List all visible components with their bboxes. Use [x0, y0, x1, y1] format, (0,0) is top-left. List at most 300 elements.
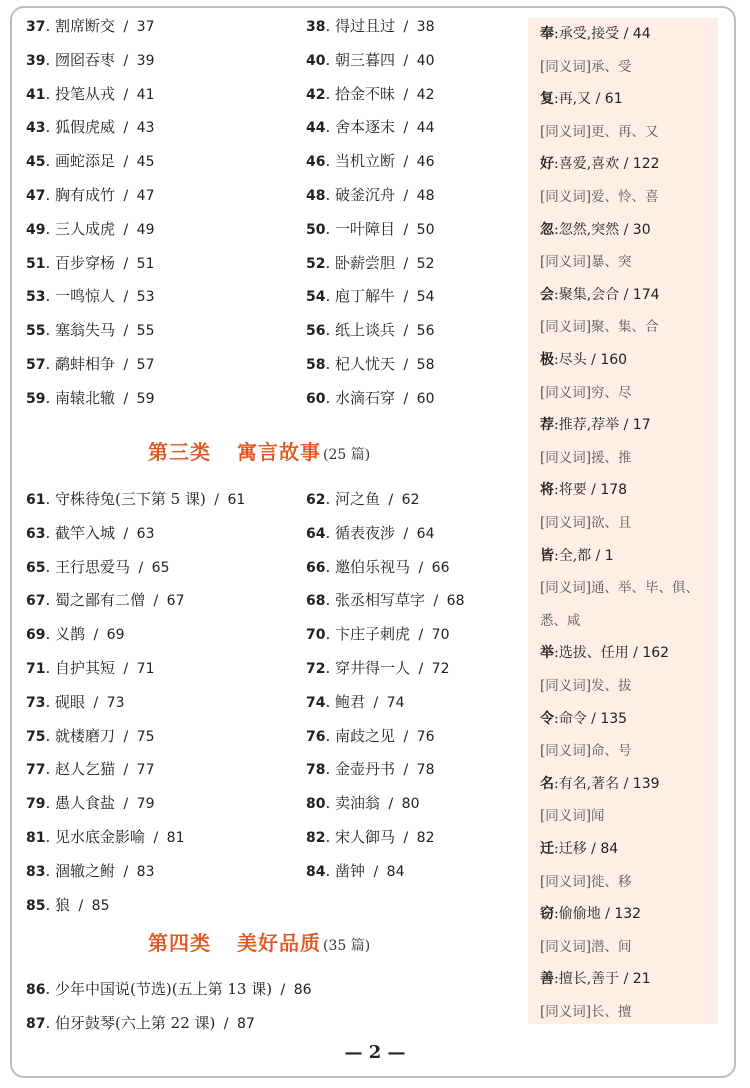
vocab-entry: 复:再,又 / 61: [540, 91, 623, 108]
vocab-page: 162: [642, 645, 670, 662]
vocab-separator: /: [600, 906, 615, 923]
vocab-word: 奉: [540, 26, 554, 42]
entry-title: 邀伯乐视马: [335, 557, 411, 576]
entry-title: 卞庄子刺虎: [335, 625, 411, 644]
entry-number: 45: [26, 154, 46, 171]
entry-page: 69: [106, 627, 125, 644]
entry-separator: /: [119, 221, 133, 238]
entry-title: 守株待兔(三下第 5 课): [55, 490, 206, 508]
entry-title: 囫囵吞枣: [55, 50, 116, 69]
entry-number: 71: [26, 661, 46, 677]
toc-entry: 40. 朝三暮四 / 40: [306, 50, 435, 69]
entry-separator: /: [149, 593, 163, 610]
entry-title: 鹬蚌相争: [55, 355, 116, 373]
vocab-meaning: 迁移: [558, 841, 587, 857]
entry-number: 72: [306, 661, 326, 677]
entry-separator: /: [119, 188, 133, 204]
entry-page: 79: [136, 796, 155, 813]
entry-title: 王行思爱马: [55, 557, 131, 576]
vocab-separator: /: [586, 710, 601, 727]
vocab-meaning: 忽然,突然: [558, 221, 620, 238]
entry-page: 72: [431, 661, 450, 677]
entry-number: 41: [26, 86, 46, 103]
vocab-page: 1: [604, 547, 614, 564]
entry-number: 54: [306, 289, 326, 306]
entry-separator: /: [89, 694, 103, 711]
entry-number: 73: [26, 694, 46, 711]
vocab-meaning: 喜爱,喜欢: [558, 156, 620, 173]
synonym-line: [同义词]通、举、毕、俱、: [540, 580, 700, 597]
vocab-meaning: 将要: [558, 482, 587, 499]
vocab-meaning: 有名,著名: [558, 775, 620, 792]
vocab-page: 30: [632, 221, 651, 238]
entry-title: 赵人乞猫: [55, 760, 116, 779]
toc-entry: 85. 狼 / 85: [26, 895, 110, 914]
toc-entry: 64. 循表夜涉 / 64: [306, 523, 435, 542]
entry-title: 舍本逐末: [335, 118, 396, 137]
synonym-line: 悉、咸: [540, 612, 581, 629]
toc-entry: 51. 百步穿杨 / 51: [26, 253, 155, 272]
entry-title: 塞翁失马: [55, 321, 116, 340]
toc-entry: 50. 一叶障目 / 50: [306, 219, 435, 238]
vocab-page: 122: [632, 156, 660, 173]
entry-title: 拾金不昧: [335, 84, 396, 103]
entry-title: 破釜沉舟: [335, 186, 396, 204]
entry-page: 39: [136, 52, 155, 69]
entry-number: 37: [26, 19, 46, 35]
entry-separator: /: [399, 19, 413, 35]
entry-title: 卖油翁: [335, 794, 381, 813]
entry-title: 水滴石穿: [335, 388, 396, 407]
toc-entry: 76. 南歧之见 / 76: [306, 726, 435, 745]
entry-page: 74: [386, 694, 405, 711]
entry-page: 67: [166, 593, 185, 610]
vocab-separator: /: [619, 417, 633, 434]
toc-entry: 68. 张丞相写草字 / 68: [306, 591, 465, 610]
entry-page: 68: [446, 593, 465, 610]
entry-page: 71: [136, 661, 155, 677]
vocab-word: 窃: [540, 906, 554, 923]
entry-number: 69: [26, 627, 46, 644]
vocab-word: 荐: [540, 417, 554, 434]
vocab-separator: /: [628, 645, 643, 662]
entry-title: 百步穿杨: [55, 253, 116, 272]
vocab-separator: /: [586, 841, 601, 857]
entry-page: 75: [136, 728, 155, 745]
vocab-entry: 忽:忽然,突然 / 30: [540, 221, 651, 238]
entry-title: 卧薪尝胆: [335, 253, 396, 272]
entry-number: 80: [306, 796, 326, 813]
entry-separator: /: [399, 728, 413, 745]
entry-title: 就楼磨刀: [55, 726, 116, 745]
entry-separator: /: [119, 120, 133, 137]
vocab-page: 17: [632, 417, 651, 434]
entry-separator: /: [399, 289, 413, 306]
entry-number: 77: [26, 762, 46, 779]
entry-number: 82: [306, 830, 326, 846]
toc-entry: 59. 南辕北辙 / 59: [26, 388, 155, 407]
category-count: (35 篇): [323, 938, 371, 954]
entry-number: 42: [306, 86, 326, 103]
toc-entry: 82. 宋人御马 / 82: [306, 828, 435, 846]
entry-number: 40: [306, 52, 326, 69]
vocab-separator: /: [586, 482, 601, 499]
entry-number: 75: [26, 728, 46, 745]
entry-number: 57: [26, 357, 46, 373]
toc-entry: 65. 王行思爱马 / 65: [26, 557, 170, 576]
vocab-word: 令: [540, 710, 554, 727]
toc-entry: 62. 河之鱼 / 62: [306, 490, 420, 508]
category-label: 第三类: [148, 440, 211, 464]
vocab-entry: 荐:推荐,荐举 / 17: [540, 417, 651, 434]
entry-number: 44: [306, 120, 326, 137]
entry-title: 投笔从戎: [55, 84, 116, 103]
entry-separator: /: [399, 52, 413, 69]
vocab-entry: 窃:偷偷地 / 132: [540, 906, 642, 923]
synonym-line: [同义词]承、受: [540, 58, 632, 75]
entry-number: 50: [306, 221, 326, 238]
toc-entry: 84. 凿钟 / 84: [306, 861, 405, 880]
entry-number: 81: [26, 830, 46, 846]
toc-entry: 86. 少年中国说(节选)(五上第 13 课) / 86: [26, 980, 312, 998]
entry-number: 74: [306, 694, 326, 711]
entry-title: 砚眼: [55, 692, 86, 711]
vocab-page: 44: [632, 26, 651, 42]
vocab-entry: 会:聚集,会合 / 174: [540, 286, 660, 303]
vocab-separator: /: [619, 26, 633, 42]
synonym-line: [同义词]援、推: [540, 449, 632, 466]
toc-entry: 69. 义鹊 / 69: [26, 625, 125, 644]
toc-entry: 47. 胸有成竹 / 47: [26, 186, 155, 204]
vocab-separator: /: [591, 91, 605, 108]
entry-title: 自护其短: [55, 659, 116, 677]
toc-entry: 61. 守株待兔(三下第 5 课) / 61: [26, 490, 246, 508]
entry-number: 76: [306, 728, 326, 745]
entry-title: 纸上谈兵: [335, 321, 396, 340]
entry-title: 义鹊: [55, 625, 86, 644]
vocab-entry: 奉:承受,接受 / 44: [540, 26, 651, 42]
toc-entry: 71. 自护其短 / 71: [26, 659, 155, 677]
vocab-entry: 令:命令 / 135: [540, 710, 628, 727]
entry-page: 46: [416, 154, 435, 171]
entry-page: 81: [166, 830, 185, 846]
entry-page: 43: [136, 120, 155, 137]
entry-separator: /: [369, 694, 383, 711]
entry-page: 78: [416, 762, 435, 779]
entry-separator: /: [74, 897, 88, 914]
entry-number: 46: [306, 154, 326, 171]
vocab-meaning: 擅长,善于: [558, 971, 620, 988]
toc-entry: 77. 赵人乞猫 / 77: [26, 760, 155, 779]
vocab-meaning: 再,又: [558, 91, 592, 108]
entry-page: 54: [416, 289, 435, 306]
page-number: — 2 —: [344, 1042, 406, 1063]
entry-title: 凿钟: [335, 861, 366, 880]
entry-page: 37: [136, 19, 155, 35]
entry-title: 截竿入城: [55, 523, 116, 542]
vocab-separator: /: [586, 352, 601, 368]
entry-page: 61: [227, 492, 246, 508]
entry-page: 48: [416, 188, 435, 204]
entry-number: 47: [26, 188, 46, 204]
vocab-entry: 皆:全,都 / 1: [540, 547, 614, 564]
vocab-page: 160: [600, 352, 628, 368]
vocab-word: 名: [540, 775, 554, 792]
entry-separator: /: [399, 188, 413, 204]
vocab-entry: 名:有名,著名 / 139: [540, 775, 660, 792]
vocab-meaning: 全,都: [558, 547, 592, 564]
synonym-line: [同义词]潜、间: [540, 938, 632, 955]
entry-title: 当机立断: [335, 152, 396, 171]
entry-separator: /: [119, 762, 133, 779]
entry-title: 金壶丹书: [335, 760, 396, 779]
entry-title: 穿井得一人: [335, 659, 411, 677]
entry-page: 63: [136, 525, 155, 542]
entry-page: 50: [416, 221, 435, 238]
entry-number: 51: [26, 255, 46, 272]
toc-entry: 48. 破釜沉舟 / 48: [306, 186, 435, 204]
entry-page: 52: [416, 255, 435, 272]
entry-number: 48: [306, 188, 326, 204]
entry-separator: /: [149, 830, 163, 846]
entry-title: 见水底金影喻: [55, 828, 146, 846]
entry-number: 49: [26, 221, 46, 238]
entry-title: 南歧之见: [335, 726, 396, 745]
toc-entry: 78. 金壶丹书 / 78: [306, 760, 435, 779]
entry-separator: /: [399, 390, 413, 407]
vocab-page: 132: [614, 906, 642, 923]
entry-page: 56: [416, 323, 435, 340]
entry-separator: /: [429, 593, 443, 610]
toc-entry: 73. 砚眼 / 73: [26, 692, 125, 711]
entry-separator: /: [119, 323, 133, 340]
entry-page: 44: [416, 120, 435, 137]
vocab-entry: 迁:迁移 / 84: [540, 841, 619, 857]
toc-entry: 66. 邀伯乐视马 / 66: [306, 557, 450, 576]
entry-page: 40: [416, 52, 435, 69]
entry-title: 三人成虎: [55, 219, 116, 238]
entry-page: 87: [236, 1015, 255, 1032]
entry-separator: /: [119, 390, 133, 407]
vocab-word: 皆: [540, 547, 554, 564]
vocab-separator: /: [619, 971, 633, 988]
toc-entry: 55. 塞翁失马 / 55: [26, 321, 155, 340]
toc-entry: 43. 狐假虎威 / 43: [26, 118, 155, 137]
entry-number: 78: [306, 762, 326, 779]
entry-title: 少年中国说(节选)(五上第 13 课): [55, 980, 273, 998]
entry-title: 张丞相写草字: [335, 591, 426, 610]
toc-entry: 74. 鲍君 / 74: [306, 692, 405, 711]
vocab-meaning: 推荐,荐举: [558, 417, 620, 434]
entry-separator: /: [209, 492, 224, 508]
entry-page: 62: [401, 492, 420, 508]
vocab-separator: /: [619, 221, 633, 238]
category-title: 寓言故事: [237, 440, 321, 464]
vocab-meaning: 偷偷地: [558, 906, 601, 923]
entry-page: 49: [136, 221, 155, 238]
entry-separator: /: [119, 661, 133, 677]
entry-number: 70: [306, 627, 326, 644]
vocab-meaning: 尽头: [558, 352, 587, 368]
toc-entry: 53. 一鸣惊人 / 53: [26, 287, 155, 306]
entry-page: 73: [106, 694, 125, 711]
entry-separator: /: [399, 120, 413, 137]
entry-number: 83: [26, 863, 46, 880]
entry-separator: /: [399, 357, 413, 373]
synonym-line: [同义词]长、擅: [540, 1004, 632, 1020]
entry-number: 85: [26, 897, 46, 914]
entry-title: 伯牙鼓琴(六上第 22 课): [55, 1013, 216, 1032]
entry-number: 84: [306, 863, 326, 880]
entry-separator: /: [119, 255, 133, 272]
vocab-word: 复: [540, 91, 554, 108]
vocab-word: 举: [540, 645, 554, 662]
entry-separator: /: [369, 863, 383, 880]
entry-page: 84: [386, 863, 405, 880]
entry-title: 庖丁解牛: [335, 287, 396, 306]
entry-page: 65: [151, 559, 170, 576]
vocab-meaning: 选拔、任用: [558, 645, 629, 662]
entry-separator: /: [119, 289, 133, 306]
vocab-separator: /: [591, 547, 605, 564]
vocab-page: 61: [604, 91, 623, 108]
synonym-line: [同义词]徙、移: [540, 873, 632, 890]
entry-title: 杞人忧天: [335, 355, 396, 373]
entry-separator: /: [414, 559, 428, 576]
entry-separator: /: [276, 982, 290, 998]
entry-separator: /: [119, 154, 133, 171]
entry-separator: /: [384, 492, 398, 508]
entry-page: 41: [136, 86, 155, 103]
entry-separator: /: [119, 86, 133, 103]
entry-separator: /: [414, 661, 428, 677]
entry-number: 79: [26, 796, 46, 813]
vocab-entry: 善:擅长,善于 / 21: [540, 971, 651, 988]
entry-page: 55: [136, 323, 155, 340]
entry-number: 68: [306, 593, 326, 610]
entry-number: 61: [26, 492, 46, 508]
vocab-separator: /: [619, 156, 633, 173]
entry-page: 60: [416, 390, 435, 407]
entry-separator: /: [119, 19, 133, 35]
entry-separator: /: [119, 796, 133, 813]
toc-entry: 75. 就楼磨刀 / 75: [26, 726, 155, 745]
entry-number: 87: [26, 1015, 46, 1032]
entry-separator: /: [119, 357, 133, 373]
entry-page: 80: [401, 796, 420, 813]
entry-page: 86: [293, 982, 312, 998]
entry-title: 狐假虎威: [55, 118, 116, 137]
entry-number: 65: [26, 559, 46, 576]
vocab-separator: /: [619, 775, 633, 792]
vocab-meaning: 聚集,会合: [558, 286, 620, 303]
toc-entry: 54. 庖丁解牛 / 54: [306, 287, 435, 306]
entry-page: 77: [136, 762, 155, 779]
entry-page: 58: [416, 357, 435, 373]
vocab-word: 忽: [540, 221, 554, 238]
entry-separator: /: [399, 323, 413, 340]
entry-separator: /: [399, 154, 413, 171]
entry-separator: /: [384, 796, 398, 813]
category-title: 美好品质: [237, 931, 321, 955]
entry-number: 62: [306, 492, 326, 508]
vocab-meaning: 承受,接受: [558, 26, 620, 42]
toc-entry: 45. 画蛇添足 / 45: [26, 152, 155, 171]
category-count: (25 篇): [323, 447, 371, 463]
toc-entry: 81. 见水底金影喻 / 81: [26, 828, 185, 846]
entry-separator: /: [399, 255, 413, 272]
vocab-entry: 好:喜爱,喜欢 / 122: [540, 156, 660, 173]
vocab-page: 178: [600, 482, 628, 499]
entry-title: 画蛇添足: [55, 152, 116, 171]
synonym-line: [同义词]暴、突: [540, 254, 632, 271]
entry-title: 胸有成竹: [55, 186, 116, 204]
entry-page: 51: [136, 255, 155, 272]
toc-entry: 42. 拾金不昧 / 42: [306, 84, 435, 103]
toc-entry: 37. 割席断交 / 37: [26, 17, 155, 35]
entry-page: 42: [416, 86, 435, 103]
entry-number: 66: [306, 559, 326, 576]
entry-page: 66: [431, 559, 450, 576]
entry-page: 59: [136, 390, 155, 407]
entry-number: 64: [306, 525, 326, 542]
entry-number: 86: [26, 982, 46, 998]
synonym-line: [同义词]命、号: [540, 743, 632, 760]
entry-title: 愚人食盐: [55, 794, 116, 813]
synonym-line: [同义词]聚、集、合: [540, 319, 659, 336]
entry-page: 70: [431, 627, 450, 644]
toc-entry: 79. 愚人食盐 / 79: [26, 794, 155, 813]
vocab-word: 将: [540, 482, 554, 499]
entry-page: 82: [416, 830, 435, 846]
entry-number: 52: [306, 255, 326, 272]
entry-separator: /: [414, 627, 428, 644]
vocab-page: 21: [632, 971, 651, 988]
entry-title: 一鸣惊人: [55, 287, 116, 306]
toc-entry: 80. 卖油翁 / 80: [306, 794, 420, 813]
vocab-entry: 将:将要 / 178: [540, 482, 628, 499]
synonym-line: [同义词]爱、怜、喜: [540, 189, 659, 205]
entry-separator: /: [399, 830, 413, 846]
entry-number: 58: [306, 357, 326, 373]
entry-page: 85: [91, 897, 110, 914]
toc-entry: 56. 纸上谈兵 / 56: [306, 321, 435, 340]
entry-number: 55: [26, 323, 46, 340]
entry-separator: /: [119, 525, 133, 542]
entry-number: 39: [26, 52, 46, 69]
vocab-meaning: 命令: [558, 710, 587, 727]
toc-entry: 63. 截竿入城 / 63: [26, 523, 155, 542]
toc-entry: 41. 投笔从戎 / 41: [26, 84, 155, 103]
entry-title: 宋人御马: [335, 828, 396, 846]
synonym-line: [同义词]穷、尽: [540, 384, 632, 401]
entry-number: 56: [306, 323, 326, 340]
toc-entry: 67. 蜀之鄙有二僧 / 67: [26, 591, 185, 610]
toc-entry: 44. 舍本逐末 / 44: [306, 118, 435, 137]
toc-entry: 58. 杞人忧天 / 58: [306, 355, 435, 373]
toc-entry: 70. 卞庄子刺虎 / 70: [306, 625, 450, 644]
entry-number: 43: [26, 120, 46, 137]
entry-page: 47: [136, 188, 155, 204]
vocab-word: 善: [540, 971, 554, 988]
synonym-line: [同义词]更、再、又: [540, 123, 659, 140]
vocabulary-sidebar: [528, 18, 718, 1024]
vocab-page: 174: [632, 286, 660, 303]
entry-number: 67: [26, 593, 46, 610]
entry-separator: /: [119, 728, 133, 745]
vocab-word: 迁: [540, 841, 554, 857]
entry-title: 鲍君: [335, 692, 366, 711]
